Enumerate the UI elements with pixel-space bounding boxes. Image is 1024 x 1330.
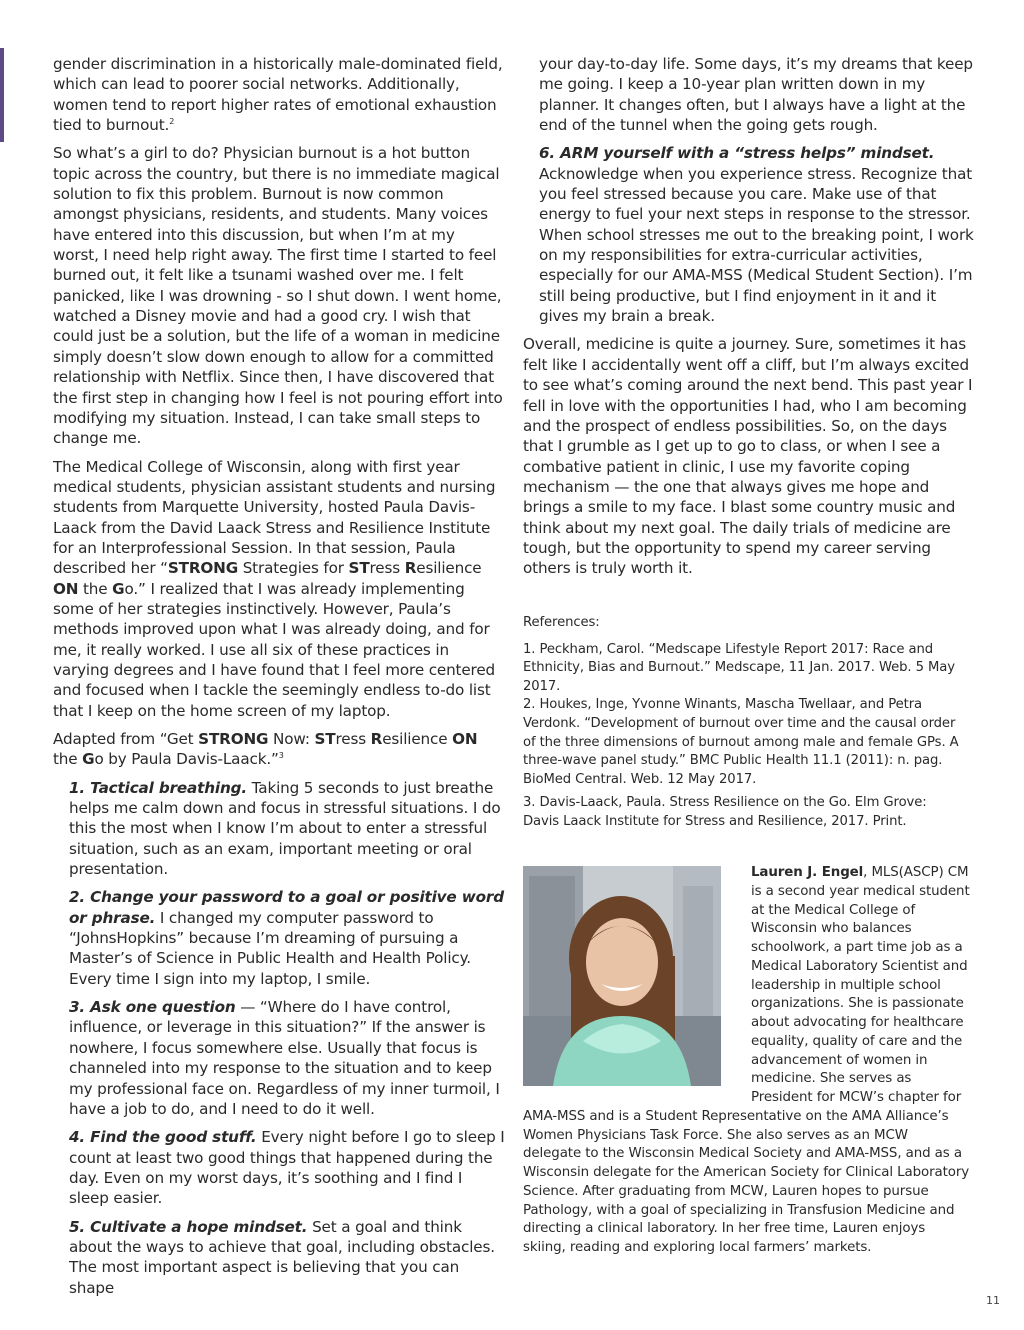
references-heading: References: xyxy=(523,615,600,630)
author-bio-text: Lauren J. Engel, MLS(ASCP) CM is a second year medical student at the Medical College of Wisconsin who balances schoolwork, a part time job as a Medical Laboratory Scientist and leadership in multiple school organizations. She is passionate about advocating for healthcare equality, quality of care and the advancement of women in medicine. She serves as President for MCW’s chapter for AMA-MSS and is a Student Representative on the AMA Alliance’s Women Physicians Task Force. She also serves as an MCW delegate to the Wisconsin Medical Society and AMA-MSS, and as a Wisconsin delegate for the American Society for Clinical Laboratory Science. After graduating from MCW, Lauren hopes to pursue Pathology, with a goal of specializing in Transfusion Medicine and directing a clinical laboratory. In her free time, Lauren enjoys skiing, reading and exploring local farmers’ markets. xyxy=(523,865,970,1255)
strategy-item-5: 5. Cultivate a hope mindset. Set a goal and think about the ways to achieve that goal, including obstacles. The most important aspect is believing that you can shape xyxy=(69,1217,495,1297)
strategy-item-6: 6. ARM yourself with a “stress helps” mindset. Acknowledge when you experience stress. Recognize that you feel stressed because you care. Make use of that energy to fuel your next steps in response to the stressor. When school stresses me out to the breaking point, I work on my responsibilities for extra-curricular activities, especially for our AMA-MSS (Medical Student Section). I’m still being productive, but I find enjoyment in it and it gives my brain a break. xyxy=(539,144,974,326)
reference-item: 3. Davis-Laack, Paula. Stress Resilience on the Go. Elm Grove: Davis Laack Institute for Stress and Resilience, 2017. Print. xyxy=(523,795,927,829)
strategy-item-3: 3. Ask one question — “Where do I have control, influence, or leverage in this situation?” If the answer is nowhere, I focus somewhere else. Usually that focus is channeled into my response to the situation and to keep my professional face on. Regardless of my inner turmoil, I have a job to do, and I need to do it well. xyxy=(69,998,500,1118)
strategy-item-5-continued: your day-to-day life. Some days, it’s my dreams that keep me going. I keep a 10-year plan written down in my planner. It changes often, but I always have a light at the end of the tunnel when the going gets rough. xyxy=(539,55,973,135)
strategy-item-4: 4. Find the good stuff. Every night before I go to sleep I count at least two good things that happened during the day. Even on my worst days, it’s soothing and I find I sleep easier. xyxy=(69,1128,505,1208)
paragraph-mcw-session: The Medical College of Wisconsin, along with first year medical students, physician assistant students and nursing students from Marquette University, hosted Paula Davis-Laack from the David Laack Stress and Resilience Institute for an Interprofessional Session. In that session, Paula described her “STRONG Strategies for STress Resilience ON the Go.” I realized that I was already implementing some of her strategies instinctively. However, Paula’s methods improved upon what I was already doing, and for me, it really worked. I use all six of these practices in varying degrees and I have found that I feel more centered and focused when I tackle the seemingly endless to-do list that I keep on the home screen of my laptop. xyxy=(53,457,496,720)
reference-item: 2. Houkes, Inge, Yvonne Winants, Mascha Twellaar, and Petra Verdonk. “Development of burnout over time and the causal order of the three dimensions of burnout among male and female GPs. A three-wave panel study.” BMC Public Health 11.1 (2011): n. pag. BioMed Central. Web. 12 May 2017. xyxy=(523,697,959,787)
paragraph-girl-todo: So what’s a girl to do? Physician burnout is a hot button topic across the country, but there is no immediate magical solution to fix this problem. Burnout is now common amongst physicians, residents, and students. Many voices have entered into this discussion, but when I’m at my worst, I need help right away. The first time I started to feel burned out, it felt like a tsunami washed over me. I felt panicked, like I was drowning - so I shut down. I went home, watched a Disney movie and had a good cry. I wish that could just be a solution, but the life of a woman in medicine simply doesn’t slow down enough to allow for a committed relationship with Netflix. Since then, I have discovered that the first step in changing how I feel is not pouring effort into modifying my situation. Instead, I can take small steps to change me. xyxy=(53,144,503,448)
accent-bar xyxy=(0,48,4,142)
left-column xyxy=(53,54,505,1306)
paragraph-overall: Overall, medicine is quite a journey. Sure, sometimes it has felt like I accidentally went off a cliff, but I’m always excited to see what’s coming around the next bend. This past year I fell in love with the opportunities I had, who I am becoming and the prospect of endless possibilities. So, on the days that I grumble as I get up to go to class, or when I see a combative patient in clinic, I use my favorite coping mechanism — the one that always gives me hope and brings a smile to my face. I blast some country music and think about my next goal. The daily trials of medicine are tough, but the opportunity to spend my career serving others is truly worth it. xyxy=(523,335,973,578)
paragraph-adapted-from: Adapted from “Get STRONG Now: STress Resilience ON the Go by Paula Davis-Laack.”$^3$ xyxy=(53,730,478,769)
references xyxy=(523,614,963,837)
strategy-item-2: 2. Change your password to a goal or positive word or phrase. I changed my computer password to “JohnsHopkins” because I’m dreaming of pursuing a Master’s of Science in Public Health and Health Policy. Every time I sign into my laptop, I smile. xyxy=(69,888,504,988)
author-name: Lauren J. Engel xyxy=(751,865,864,880)
paragraph-intro: gender discrimination in a historically male-dominated field, which can lead to poorer social networks. Additionally, women tend to report higher rates of emotional exhaustion tied to burnout.$^2$ xyxy=(53,55,503,135)
strategy-item-1: 1. Tactical breathing. Taking 5 seconds to just breathe helps me calm down and focus in stressful situations. I do this the most when I know I’m about to enter a stressful situation, such as an exam, important meeting or oral presentation. xyxy=(69,778,501,879)
reference-item: 1. Peckham, Carol. “Medscape Lifestyle Report 2017: Race and Ethnicity, Bias and Burnout.” Medscape, 11 Jan. 2017. Web. 5 May 2017. xyxy=(523,641,955,694)
right-column xyxy=(523,54,975,587)
page-number: 11 xyxy=(986,1294,1000,1307)
author-bio xyxy=(523,864,970,1258)
